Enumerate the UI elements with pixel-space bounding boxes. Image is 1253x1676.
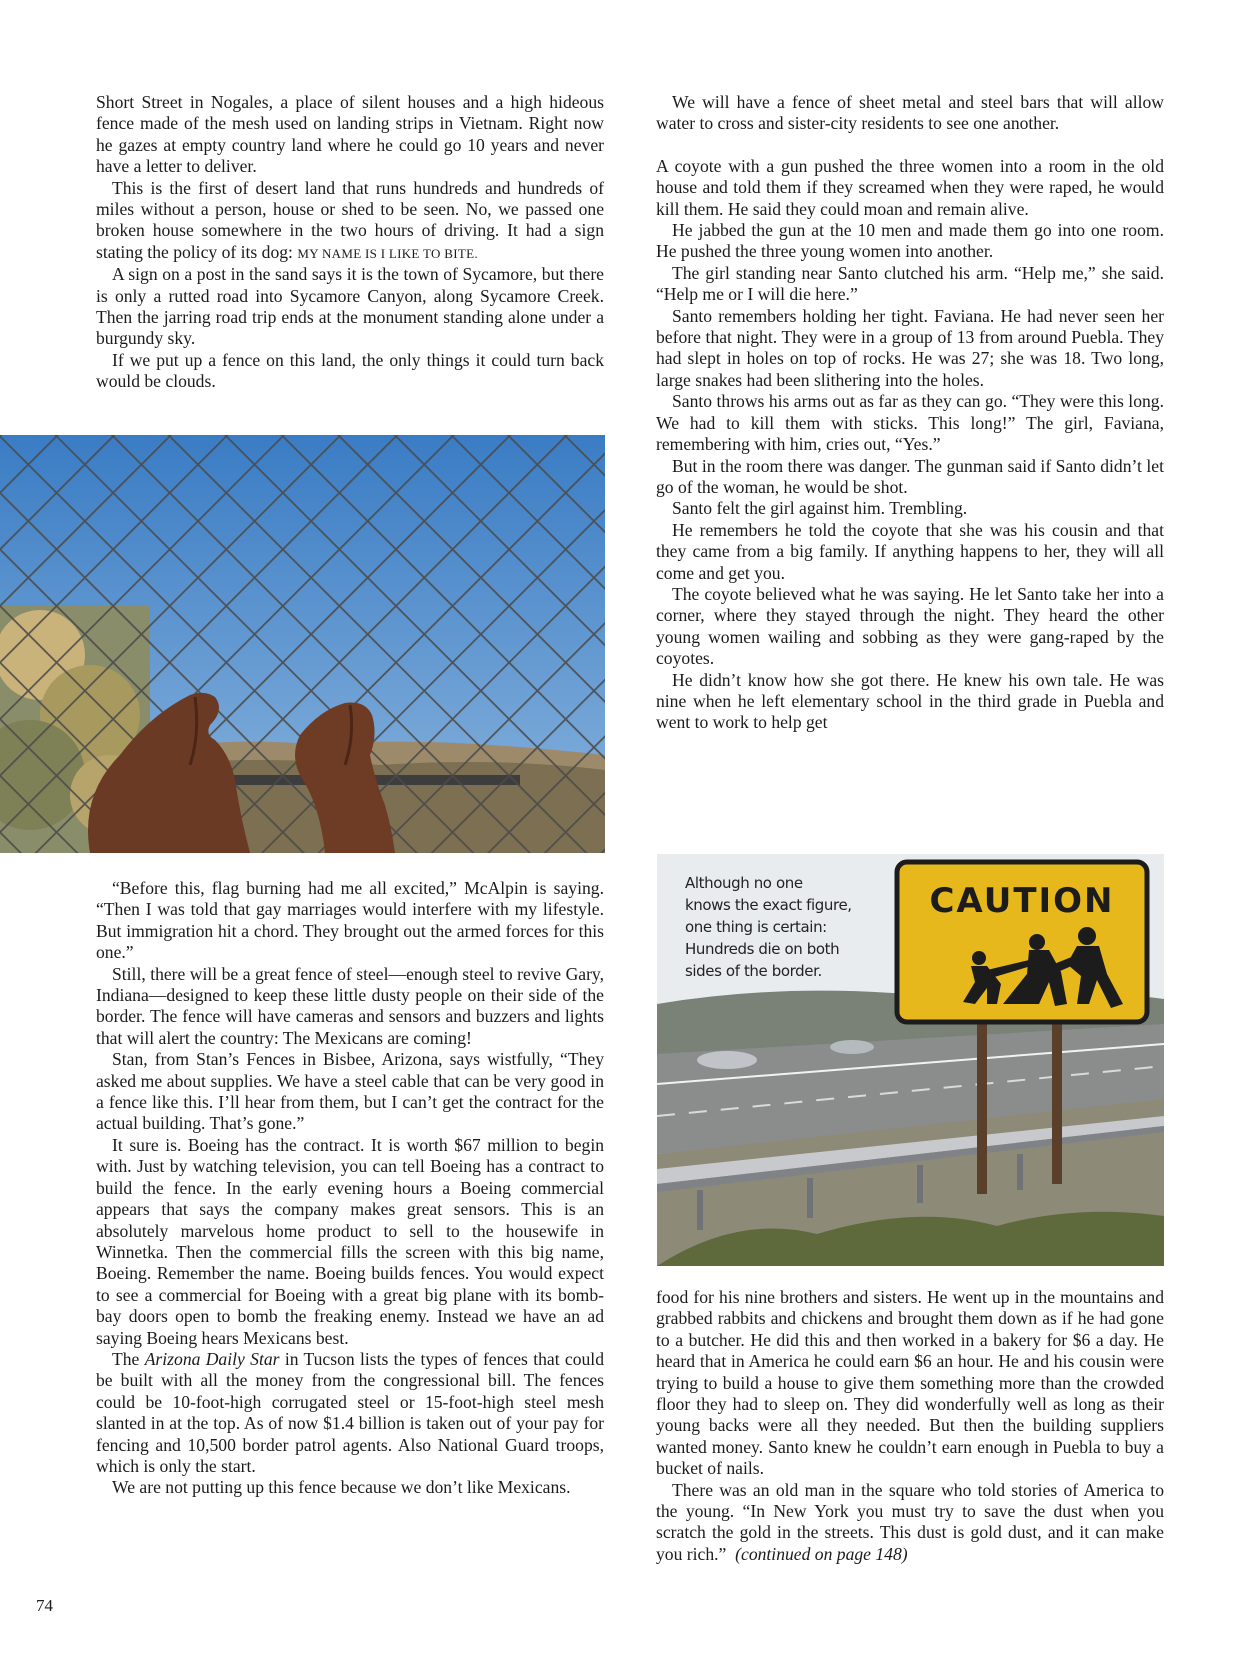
paragraph: He didn’t know how she got there. He knew his own tale. He was nine when he left elementary school in the third grade in Puebla and went to work to help get xyxy=(656,669,1164,733)
paragraph: Santo remembers holding her tight. Faviana. He had never seen her before that night. They were in a group of 13 from around Puebla. They had slept in holes on top of rocks. He was 27; she was 18. Two long, large snakes had been slithering into the holes. xyxy=(656,305,1164,390)
page-number: 74 xyxy=(36,1596,53,1615)
caption-line: one thing is certain: xyxy=(685,918,827,936)
caption-line: Although no one xyxy=(685,874,803,892)
paragraph: Santo felt the girl against him. Trembling. xyxy=(672,498,968,519)
article-column-right-bottom xyxy=(656,1287,1164,1565)
caption-line: Hundreds die on both xyxy=(685,940,840,958)
paragraph: This is the first of desert land that runs hundreds and hundreds of miles without a person, house or shed to be seen. No, we passed one broken house somewhere in the two hours of driving. It had a sign stating the policy of its dog: MY NAME IS I LIKE TO BITE. xyxy=(96,177,604,262)
paragraph: He remembers he told the coyote that she was his cousin and that they came from a big family. If anything happens to her, they will all come and get you. xyxy=(656,519,1164,583)
article-column-right-top xyxy=(656,92,1164,734)
paragraph: The Arizona Daily Star in Tucson lists the types of fences that could be built with all the money from the congressional bill. The fences could be 10-foot-high corrugated steel or 15-foot-high steel mesh slanted in at the top. As of now $1.4 billion is taken out of your pay for fencing and 10,500 border patrol agents. Also National Guard troops, which is only the start. xyxy=(96,1348,604,1476)
paragraph: A coyote with a gun pushed the three women into a room in the old house and told them if they screamed when they were raped, he would kill them. He said they could moan and remain alive. xyxy=(656,155,1164,219)
sign-caution-text: CAUTION xyxy=(929,881,1115,921)
paragraph: Stan, from Stan’s Fences in Bisbee, Arizona, says wistfully, “They asked me about supplies. We have a steel cable that can be very good in a fence like this. I’ll hear from them, but I can’t get the contract for the actual building. That’s gone.” xyxy=(96,1049,604,1134)
photo-hands-on-fence xyxy=(0,435,605,853)
caption-line: sides of the border. xyxy=(685,962,822,980)
paragraph: A sign on a post in the sand says it is the town of Sycamore, but there is only a rutted road into Sycamore Canyon, along Sycamore Creek. Then the jarring road trip ends at the monument standing alone under a burgundy sky. xyxy=(96,264,604,349)
continued-link[interactable]: (continued on page 148) xyxy=(735,1543,908,1564)
article-column-left-top xyxy=(96,92,604,393)
caption-line: knows the exact figure, xyxy=(685,896,852,914)
paragraph: We will have a fence of sheet metal and steel bars that will allow water to cross and sister-city residents to see one another. xyxy=(656,92,1164,134)
paragraph: It sure is. Boeing has the contract. It is worth $67 million to begin with. Just by watching television, you can tell Boeing has a contract to build the fence. In the early evening hours a Boeing commercial appears that says the company makes great sensors. This is an absolutely marvelous home product to sell to the housewife in Winnetka. Then the commercial fills the screen with this big name, Boeing. Remember the name. Boeing builds fences. You would expect to see a commercial for Boeing with a great big plane with its bomb-bay doors open to bomb the freaking enemy. Instead we have an ad saying Boeing hears Mexicans best. xyxy=(96,1134,604,1348)
paragraph: food for his nine brothers and sisters. He went up in the mountains and grabbed rabbits and chickens and brought them down as if he had gone to a butcher. He did this and then worked in a bakery for $6 a day. He heard that in America he could earn $6 an hour. He and his cousin were trying to build a house to give them something more than the crowded floor they had to sleep on. They did wonderfully well as long as their young backs were all they needed. But then the building suppliers wanted money. Santo knew he couldn’t earn enough in Puebla to buy a bucket of nails. xyxy=(656,1287,1164,1479)
paragraph: But in the room there was danger. The gunman said if Santo didn’t let go of the woman, he would be shot. xyxy=(656,455,1164,497)
article-column-left-bottom xyxy=(96,878,604,1499)
paragraph: He jabbed the gun at the 10 men and made them go into one room. He pushed the three young women into another. xyxy=(656,220,1164,262)
photo-caption xyxy=(685,872,885,982)
paragraph: “Before this, flag burning had me all excited,” McAlpin is saying. “Then I was told that gay marriages would interfere with my lifestyle. But immigration hit a chord. They brought out the armed forces for this one.” xyxy=(96,878,604,963)
paragraph: Short Street in Nogales, a place of silent houses and a high hideous fence made of the mesh used on landing strips in Vietnam. Right now he gazes at empty country land where he could go 10 years and never have a letter to deliver. xyxy=(96,92,604,177)
paragraph: Santo throws his arms out as far as they can go. “They were this long. We had to kill them with sticks. This long!” The girl, Faviana, remembering with him, cries out, “Yes.” xyxy=(656,391,1164,455)
paragraph: Still, there will be a great fence of steel—enough steel to revive Gary, Indiana—designed to keep these little dusty people on their side of the border. The fence will have cameras and sensors and buzzers and lights that will alert the country: The Mexicans are coming! xyxy=(96,963,604,1048)
paragraph: If we put up a fence on this land, the only things it could turn back would be clouds. xyxy=(96,349,604,392)
paragraph: The coyote believed what he was saying. He let Santo take her into a corner, where they stayed through the night. They heard the other young women wailing and sobbing as they were gang-raped by the coyotes. xyxy=(656,583,1164,669)
paragraph: We are not putting up this fence because we don’t like Mexicans. xyxy=(112,1477,571,1498)
paragraph: There was an old man in the square who told stories of America to the young. “In New York you must try to save the dust when you scratch the gold in the streets. This dust is gold dust, and it can make you rich.” (continued on page 148) xyxy=(656,1479,1164,1564)
dog-sign-text: MY NAME IS I LIKE TO BITE. xyxy=(297,245,478,261)
paragraph: The girl standing near Santo clutched his arm. “Help me,” she said. “Help me or I will die here.” xyxy=(656,262,1164,305)
fence-photo-illustration xyxy=(0,435,605,853)
newspaper-title: Arizona Daily Star xyxy=(144,1348,280,1369)
